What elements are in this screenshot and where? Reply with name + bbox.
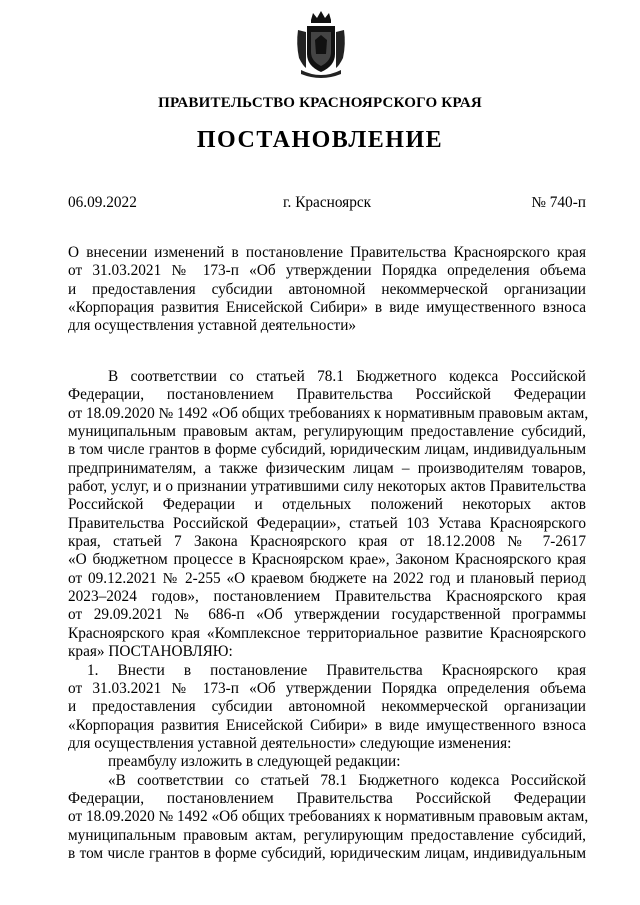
- body-line: Красноярского края «Комплексное территориальное развитие Красноярского: [68, 624, 586, 642]
- body-line: от 09.12.2021 № 2-255 «О краевом бюджете на 2022 год и плановый период: [68, 569, 586, 587]
- coat-of-arms-icon: [295, 10, 347, 78]
- subject-line: «Корпорация развития Енисейской Сибири» в виде имущественного взноса: [68, 299, 586, 317]
- subject-line: О внесении изменений в постановление Правительства Красноярского края: [68, 244, 586, 261]
- document-body: [68, 368, 589, 863]
- body-line: Федерации, постановлением Правительства Российской Федерации: [68, 789, 586, 807]
- body-line: Правительства Российской Федерации», статьей 103 Устава Красноярского: [68, 514, 586, 532]
- body-line: предпринимателям, а также физическим лицам – производителям товаров,: [68, 459, 586, 477]
- body-line: края» ПОСТАНОВЛЯЮ:: [68, 643, 233, 661]
- body-line: «Корпорация развития Енисейской Сибири» в виде имущественного взноса: [68, 716, 586, 734]
- body-line: В соответствии со статьей 78.1 Бюджетного кодекса Российской: [108, 368, 586, 385]
- body-line: от 31.03.2021 № 173-п «Об утверждении Порядка определения объема: [68, 679, 586, 697]
- body-line: муниципальным правовым актам, регулирующим предоставление субсидий,: [68, 826, 586, 844]
- body-line: в том числе грантов в форме субсидий, юридическим лицам, индивидуальным: [68, 441, 586, 459]
- document-subject: [68, 244, 586, 336]
- body-line: в том числе грантов в форме субсидий, юридическим лицам, индивидуальным: [68, 844, 586, 862]
- subject-line: для осуществления уставной деятельности»: [68, 317, 357, 335]
- body-line: муниципальным правовым актам, регулирующим предоставление субсидий,: [68, 423, 586, 441]
- organization-title: ПРАВИТЕЛЬСТВО КРАСНОЯРСКОГО КРАЯ: [158, 95, 482, 111]
- document-city: г. Красноярск: [283, 194, 372, 211]
- document-number: № 740-п: [531, 194, 586, 211]
- subject-line: и предоставления субсидии автономной некоммерческой организации: [68, 280, 586, 298]
- body-line: Российской Федерации и отдельных положений некоторых актов: [68, 496, 586, 514]
- body-line: 2023–2024 годов», постановлением Правительства Красноярского края: [68, 588, 586, 606]
- body-line: Федерации, постановлением Правительства Российской Федерации: [68, 386, 586, 404]
- body-line: края, статьей 7 Закона Красноярского края от 18.12.2008 № 7-2617: [68, 533, 586, 551]
- document-date: 06.09.2022: [68, 194, 137, 211]
- body-line: от 18.09.2020 № 1492 «Об общих требованиях к нормативным правовым актам,: [68, 404, 589, 422]
- body-line: работ, услуг, и о признании утратившими силу некоторых актов Правительства: [68, 478, 586, 496]
- body-line: «О бюджетном процессе в Красноярском крае», Законом Красноярского края: [68, 551, 586, 569]
- body-line: для осуществления уставной деятельности» следующие изменения:: [68, 734, 512, 752]
- body-line: и предоставления субсидии автономной некоммерческой организации: [68, 698, 586, 716]
- body-line: от 18.09.2020 № 1492 «Об общих требованиях к нормативным правовым актам,: [68, 808, 589, 826]
- body-line: 1. Внести в постановление Правительства Красноярского края: [87, 661, 586, 679]
- body-line: «В соответствии со статьей 78.1 Бюджетного кодекса Российской: [108, 771, 586, 789]
- document-type-title: ПОСТАНОВЛЕНИЕ: [196, 127, 444, 153]
- body-line: от 29.09.2021 № 686-п «Об утверждении государственной программы: [68, 606, 586, 624]
- subject-line: от 31.03.2021 № 173-п «Об утверждении Порядка определения объема: [68, 262, 586, 280]
- body-line: преамбулу изложить в следующей редакции:: [108, 753, 401, 771]
